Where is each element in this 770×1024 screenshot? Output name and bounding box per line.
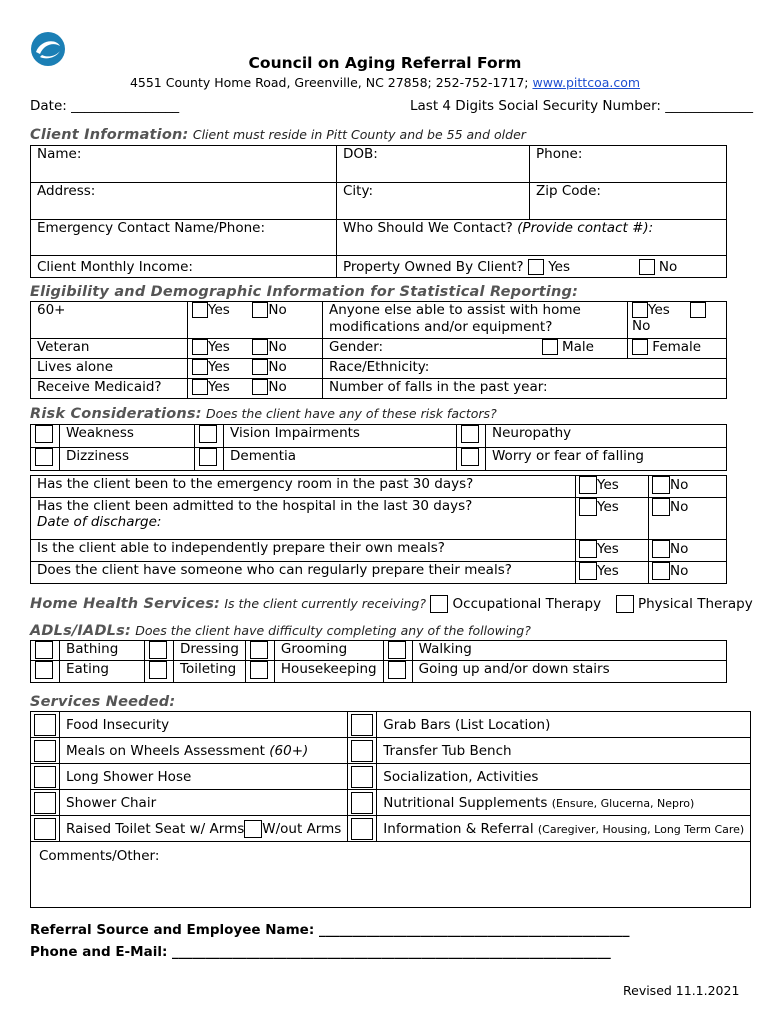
property-row [337, 256, 727, 278]
medicaid-yes-no [188, 379, 323, 399]
eligibility-section-heading: Eligibility and Demographic Information for Statistical Reporting: [30, 284, 579, 300]
checkbox-cell [348, 738, 377, 764]
form-title: Council on Aging Referral Form [248, 54, 522, 72]
adl-label: Grooming [274, 641, 383, 661]
veteran-label: Veteran [31, 339, 188, 359]
assist-yes-checkbox[interactable] [632, 302, 648, 318]
address-text: 4551 County Home Road, Greenville, NC 27858; 252-752-1717; [129, 75, 529, 90]
falls-field[interactable]: Number of falls in the past year: [323, 379, 727, 399]
toilet-without-arms-label: W/out Arms [262, 820, 342, 837]
website-link[interactable]: www.pittcoa.com [532, 75, 641, 90]
yes-label: Yes [648, 302, 670, 318]
lives-alone-no-checkbox[interactable] [252, 359, 268, 375]
section-note: Does the client have difficulty completing any of the following? [135, 623, 531, 638]
yes-label: Yes [208, 379, 230, 395]
checkbox-cell [31, 738, 60, 764]
veteran-yes-checkbox[interactable] [192, 339, 208, 355]
checkbox-cell [383, 641, 412, 661]
risk-label: Vision Impairments [224, 425, 457, 448]
yes-label: Yes [597, 541, 619, 557]
lives-alone-label: Lives alone [31, 359, 188, 379]
no-label: No [670, 563, 689, 579]
lives-alone-yes-no [188, 359, 323, 379]
no-label: No [268, 379, 287, 395]
yes-label: Yes [597, 477, 619, 493]
checkbox-cell [348, 816, 377, 842]
checkbox-cell [195, 425, 224, 448]
eating-checkbox[interactable] [35, 661, 53, 679]
services-table [30, 711, 751, 908]
ot-label: Occupational Therapy [452, 596, 602, 612]
property-yes-checkbox[interactable] [528, 259, 544, 275]
name-field[interactable]: Name: [31, 146, 337, 183]
no-cell [649, 540, 727, 562]
date-field[interactable]: Date: ________________ [30, 98, 180, 114]
services-section-heading: Services Needed: [30, 694, 176, 710]
checkbox-cell [245, 661, 274, 683]
section-title: Client Information: [30, 127, 189, 143]
medicaid-no-checkbox[interactable] [252, 379, 268, 395]
yes-label: Yes [597, 563, 619, 579]
toilet-seat-arms-checkbox[interactable] [34, 818, 56, 840]
neuropathy-checkbox[interactable] [461, 425, 479, 443]
phone-field[interactable]: Phone: [530, 146, 727, 183]
er-no-checkbox[interactable] [652, 476, 670, 494]
race-field[interactable]: Race/Ethnicity: [323, 359, 727, 379]
yes-label: Yes [208, 359, 230, 375]
mow-checkbox[interactable] [34, 740, 56, 762]
adl-label: Eating [60, 661, 145, 683]
section-title: Home Health Services: [30, 596, 221, 612]
weakness-checkbox[interactable] [35, 425, 53, 443]
socialization-checkbox[interactable] [351, 766, 373, 788]
checkbox-cell [31, 790, 60, 816]
female-cell [628, 339, 727, 359]
checkbox-cell [31, 641, 60, 661]
veteran-yes-no [188, 339, 323, 359]
checkbox-cell [31, 712, 60, 738]
dob-field[interactable]: DOB: [337, 146, 530, 183]
checkbox-cell [31, 425, 60, 448]
nutrition-hint: (Ensure, Glucerna, Nepro) [551, 796, 695, 810]
checkbox-cell [348, 712, 377, 738]
risk-section-heading [30, 406, 497, 422]
meals-yes-checkbox[interactable] [579, 540, 597, 558]
housekeeping-checkbox[interactable] [250, 661, 268, 679]
age-no-checkbox[interactable] [252, 302, 268, 318]
checkbox-cell [31, 764, 60, 790]
service-label: Socialization, Activities [377, 764, 751, 790]
client-section-heading [30, 127, 526, 143]
tub-bench-checkbox[interactable] [351, 740, 373, 762]
risk-label: Neuropathy [486, 425, 727, 448]
hose-checkbox[interactable] [34, 766, 56, 788]
client-info-table [30, 145, 727, 278]
checkbox-cell [31, 448, 60, 471]
info-referral-checkbox[interactable] [351, 818, 373, 840]
service-label [377, 790, 751, 816]
no-label: No [670, 477, 689, 493]
service-label: Grab Bars (List Location) [377, 712, 751, 738]
er-yes-checkbox[interactable] [579, 476, 597, 494]
adl-label: Dressing [174, 641, 246, 661]
property-label: Property Owned By Client? [343, 258, 524, 275]
yes-cell [576, 540, 649, 562]
zip-field[interactable]: Zip Code: [530, 183, 727, 220]
no-cell [649, 498, 727, 540]
adl-label: Housekeeping [274, 661, 383, 683]
no-label: No [670, 499, 689, 515]
discharge-date-label[interactable]: Date of discharge: [37, 514, 162, 530]
revision-date: Revised 11.1.2021 [623, 983, 740, 998]
who-contact-hint: (Provide contact #): [517, 220, 654, 236]
assist-no-checkbox[interactable] [690, 302, 706, 318]
female-label: Female [652, 339, 702, 355]
service-label [377, 816, 751, 842]
meals-question: Is the client able to independently prepare their own meals? [31, 540, 576, 562]
yes-cell [576, 498, 649, 540]
no-label: No [268, 339, 287, 355]
yes-cell [576, 476, 649, 498]
adl-label: Going up and/or down stairs [412, 661, 726, 683]
adl-section-heading [30, 623, 531, 639]
info-label: Information & Referral [383, 820, 534, 837]
comments-field[interactable]: Comments/Other: [31, 842, 751, 908]
no-label: No [268, 359, 287, 375]
property-no-checkbox[interactable] [639, 259, 655, 275]
hospital-no-checkbox[interactable] [652, 498, 670, 516]
yes-label: Yes [208, 339, 230, 355]
section-note: Does the client have any of these risk factors? [206, 406, 497, 421]
ssn-field[interactable]: Last 4 Digits Social Security Number: _____________ [410, 98, 754, 114]
dizziness-checkbox[interactable] [35, 448, 53, 466]
section-title: ADLs/IADLs: [30, 623, 131, 639]
city-field[interactable]: City: [337, 183, 530, 220]
bathing-checkbox[interactable] [35, 641, 53, 659]
checkbox-cell [245, 641, 274, 661]
nutrition-label: Nutritional Supplements [383, 794, 548, 811]
checkbox-cell [383, 661, 412, 683]
gender-row [323, 339, 628, 359]
assist-question: Anyone else able to assist with home modifications and/or equipment? [323, 302, 628, 339]
ot-checkbox[interactable] [430, 595, 448, 613]
no-label: No [658, 258, 678, 275]
no-label: No [632, 318, 651, 334]
hospital-question [31, 498, 576, 540]
service-label: Long Shower Hose [60, 764, 348, 790]
adl-label: Bathing [60, 641, 145, 661]
adl-label: Toileting [174, 661, 246, 683]
yes-cell [576, 562, 649, 584]
meal-helper-yes-checkbox[interactable] [579, 562, 597, 580]
pt-checkbox[interactable] [616, 595, 634, 613]
address-field[interactable]: Address: [31, 183, 337, 220]
grab-bars-checkbox[interactable] [351, 714, 373, 736]
risk-label: Worry or fear of falling [486, 448, 727, 471]
home-health-row [30, 595, 753, 613]
risk-factors-table [30, 424, 727, 471]
risk-label: Dementia [224, 448, 457, 471]
gender-label: Gender: [329, 339, 384, 355]
section-title: Risk Considerations: [30, 406, 202, 422]
checkbox-cell [31, 661, 60, 683]
section-note: Client must reside in Pitt County and be 55 and older [192, 127, 526, 142]
referral-source-field[interactable]: Referral Source and Employee Name: ______________________________________________ [30, 922, 630, 938]
female-checkbox[interactable] [632, 339, 648, 355]
who-contact-label: Who Should We Contact? [343, 220, 513, 236]
no-label: No [670, 541, 689, 557]
mow-label: Meals on Wheels Assessment [66, 742, 265, 759]
info-hint: (Caregiver, Housing, Long Term Care) [537, 822, 745, 836]
checkbox-cell [31, 816, 60, 842]
yes-label: Yes [548, 258, 570, 275]
checkbox-cell [348, 790, 377, 816]
shower-chair-checkbox[interactable] [34, 792, 56, 814]
service-label [60, 816, 348, 842]
lives-alone-yes-checkbox[interactable] [192, 359, 208, 375]
no-cell [649, 476, 727, 498]
pt-label: Physical Therapy [637, 596, 753, 612]
service-label: Shower Chair [60, 790, 348, 816]
checkbox-cell [457, 425, 486, 448]
risk-label: Weakness [60, 425, 195, 448]
grooming-checkbox[interactable] [250, 641, 268, 659]
service-label: Transfer Tub Bench [377, 738, 751, 764]
medicaid-yes-checkbox[interactable] [192, 379, 208, 395]
no-cell [649, 562, 727, 584]
male-checkbox[interactable] [542, 339, 558, 355]
fear-falling-checkbox[interactable] [461, 448, 479, 466]
male-label: Male [561, 339, 594, 355]
meal-helper-question: Does the client have someone who can regularly prepare their meals? [31, 562, 576, 584]
vision-checkbox[interactable] [199, 425, 217, 443]
assist-yes-no [628, 302, 727, 339]
food-checkbox[interactable] [34, 714, 56, 736]
checkbox-cell [457, 448, 486, 471]
yes-label: Yes [597, 499, 619, 515]
checkbox-cell [145, 661, 174, 683]
service-label: Food Insecurity [60, 712, 348, 738]
who-contact-field[interactable] [337, 220, 727, 256]
yes-label: Yes [208, 302, 230, 318]
dementia-checkbox[interactable] [199, 448, 217, 466]
medicaid-label: Receive Medicaid? [31, 379, 188, 399]
service-label [60, 738, 348, 764]
toileting-checkbox[interactable] [149, 661, 167, 679]
toilet-seat-no-arms-checkbox[interactable] [244, 820, 262, 838]
checkbox-cell [195, 448, 224, 471]
adl-table [30, 640, 727, 683]
eligibility-table [30, 301, 727, 399]
meals-no-checkbox[interactable] [652, 540, 670, 558]
meal-helper-no-checkbox[interactable] [652, 562, 670, 580]
risk-label: Dizziness [60, 448, 195, 471]
age-yes-no [188, 302, 323, 339]
adl-label: Walking [412, 641, 726, 661]
toilet-with-arms-label: Raised Toilet Seat w/ Arms [66, 820, 245, 837]
risk-questions-table [30, 475, 727, 584]
stairs-checkbox[interactable] [388, 661, 406, 679]
income-field[interactable]: Client Monthly Income: [31, 256, 337, 278]
age-label: 60+ [31, 302, 188, 339]
checkbox-cell [348, 764, 377, 790]
no-label: No [268, 302, 287, 318]
section-note: Is the client currently receiving? [224, 596, 426, 611]
hospital-question-text: Has the client been admitted to the hospital in the last 30 days? [37, 498, 473, 514]
walking-checkbox[interactable] [388, 641, 406, 659]
dressing-checkbox[interactable] [149, 641, 167, 659]
age-yes-checkbox[interactable] [192, 302, 208, 318]
checkbox-cell [145, 641, 174, 661]
organization-address [0, 75, 770, 90]
nutrition-checkbox[interactable] [351, 792, 373, 814]
hospital-yes-checkbox[interactable] [579, 498, 597, 516]
phone-email-field[interactable]: Phone and E-Mail: _________________________________________________________________ [30, 944, 611, 960]
mow-hint: (60+) [269, 742, 309, 759]
er-question: Has the client been to the emergency room in the past 30 days? [31, 476, 576, 498]
veteran-no-checkbox[interactable] [252, 339, 268, 355]
emergency-contact-field[interactable]: Emergency Contact Name/Phone: [31, 220, 337, 256]
